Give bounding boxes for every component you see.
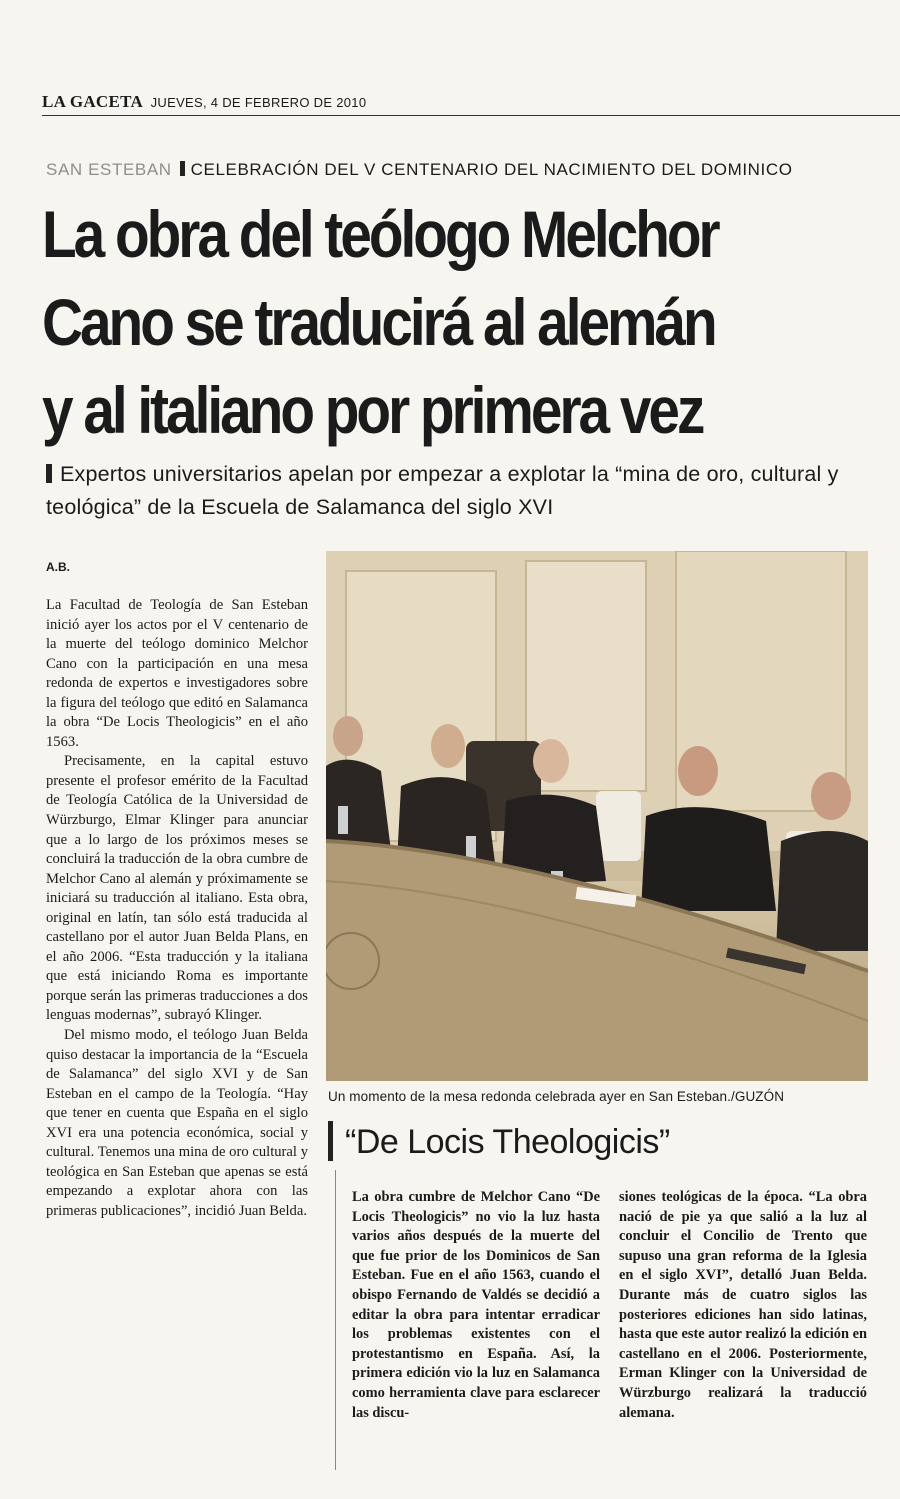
headline-line-2: Cano se traducirá al alemán — [42, 285, 715, 359]
newspaper-name: LA GACETA — [42, 92, 144, 111]
photo-caption: Un momento de la mesa redonda celebrada ayer en San Esteban./GUZÓN — [328, 1089, 785, 1104]
sidebar-title-text: “De Locis Theologicis” — [345, 1123, 670, 1161]
sidebar-column-1: La obra cumbre de Melchor Cano “De Locis Theologicis” no vio la luz hasta varios años después de la muerte del que fue prior de los Dominicos de San Esteban. Fue en el año 1563, cuando el obispo Fernando de Valdés se decidió a editar la obra para intentar erradicar los problemas existentes con el protestantismo en España. Así, la primera edición vio la luz en Salamanca como herramienta clave para esclarecer las discu- — [352, 1189, 600, 1421]
article-photo — [326, 551, 868, 1081]
section-label: SAN ESTEBAN — [46, 160, 172, 179]
sidebar-rule — [335, 1170, 336, 1470]
sidebar-title-bar — [328, 1121, 333, 1161]
subheadline-text: Expertos universitarios apelan por empezar a explotar la “mina de oro, cultural y teológica” de la Escuela de Salamanca del siglo XVI — [46, 462, 839, 519]
headline-line-1: La obra del teólogo Melchor — [42, 197, 718, 271]
byline: A.B. — [46, 560, 70, 574]
article-body — [46, 596, 308, 1222]
sidebar-title — [328, 1121, 670, 1162]
headline — [42, 190, 893, 454]
issue-date: JUEVES, 4 DE FEBRERO DE 2010 — [150, 95, 367, 110]
kicker-topic: CELEBRACIÓN DEL V CENTENARIO DEL NACIMIENTO DEL DOMINICO — [190, 160, 793, 179]
separator-bar — [180, 161, 185, 176]
article-paragraph-3: Del mismo modo, el teólogo Juan Belda quiso destacar la importancia de la “Escuela de Salamanca” del siglo XVI y de San Esteban en el campo de la Teología. “Hay que tener en cuenta que España en el siglo XVI era una potencia económica, social y cultural. Tenemos una mina de oro cultural y teológica en San Esteban que apenas se está empezando a explotar ahora con las primeras publicaciones”, incidió Juan Belda. — [46, 1027, 308, 1219]
subhead-bar — [46, 464, 52, 483]
headline-line-3: y al italiano por primera vez — [42, 373, 703, 447]
masthead — [42, 92, 900, 116]
subheadline — [46, 458, 876, 524]
article-paragraph-1: La Facultad de Teología de San Esteban inició ayer los actos por el V centenario de la muerte del teólogo dominico Melchor Cano con la participación en una mesa redonda de expertos e investigadores sobre la figura del teólogo que editó en Salamanca la obra “De Locis Theologicis” en el año 1563. — [46, 597, 308, 750]
panel-photo-illustration — [326, 551, 868, 1081]
article-paragraph-2: Precisamente, en la capital estuvo presente el profesor emérito de la Facultad de Teología Católica de la Universidad de Würzburgo, Elmar Klinger para anunciar que a lo largo de los próximos meses se concluirá la traducción de la obra cumbre de Melchor Cano al alemán y próximamente se iniciará su traducción al italiano. Esta obra, original en latín, tan sólo está traducida al castellano por el autor Juan Belda Plans, en el año 2006. “Esta traducción y la italiana que está iniciando Roma es importante porque serán las primeras traducciones a dos lenguas modernas”, subrayó Klinger. — [46, 753, 308, 1024]
sidebar-column-2: siones teológicas de la época. “La obra nació de pie ya que salió a la luz al concluir el Concilio de Trento que supuso una gran reforma de la Iglesia en el siglo XVI”, detalló Juan Belda. Durante más de cuatro siglos las posteriores ediciones han sido latinas, hasta que este autor realizó la edición en castellano en el 2006. Posteriormente, Erman Klinger con la Universidad de Würzburgo realizará la traducció alemana. — [619, 1189, 867, 1421]
kicker — [46, 160, 793, 180]
